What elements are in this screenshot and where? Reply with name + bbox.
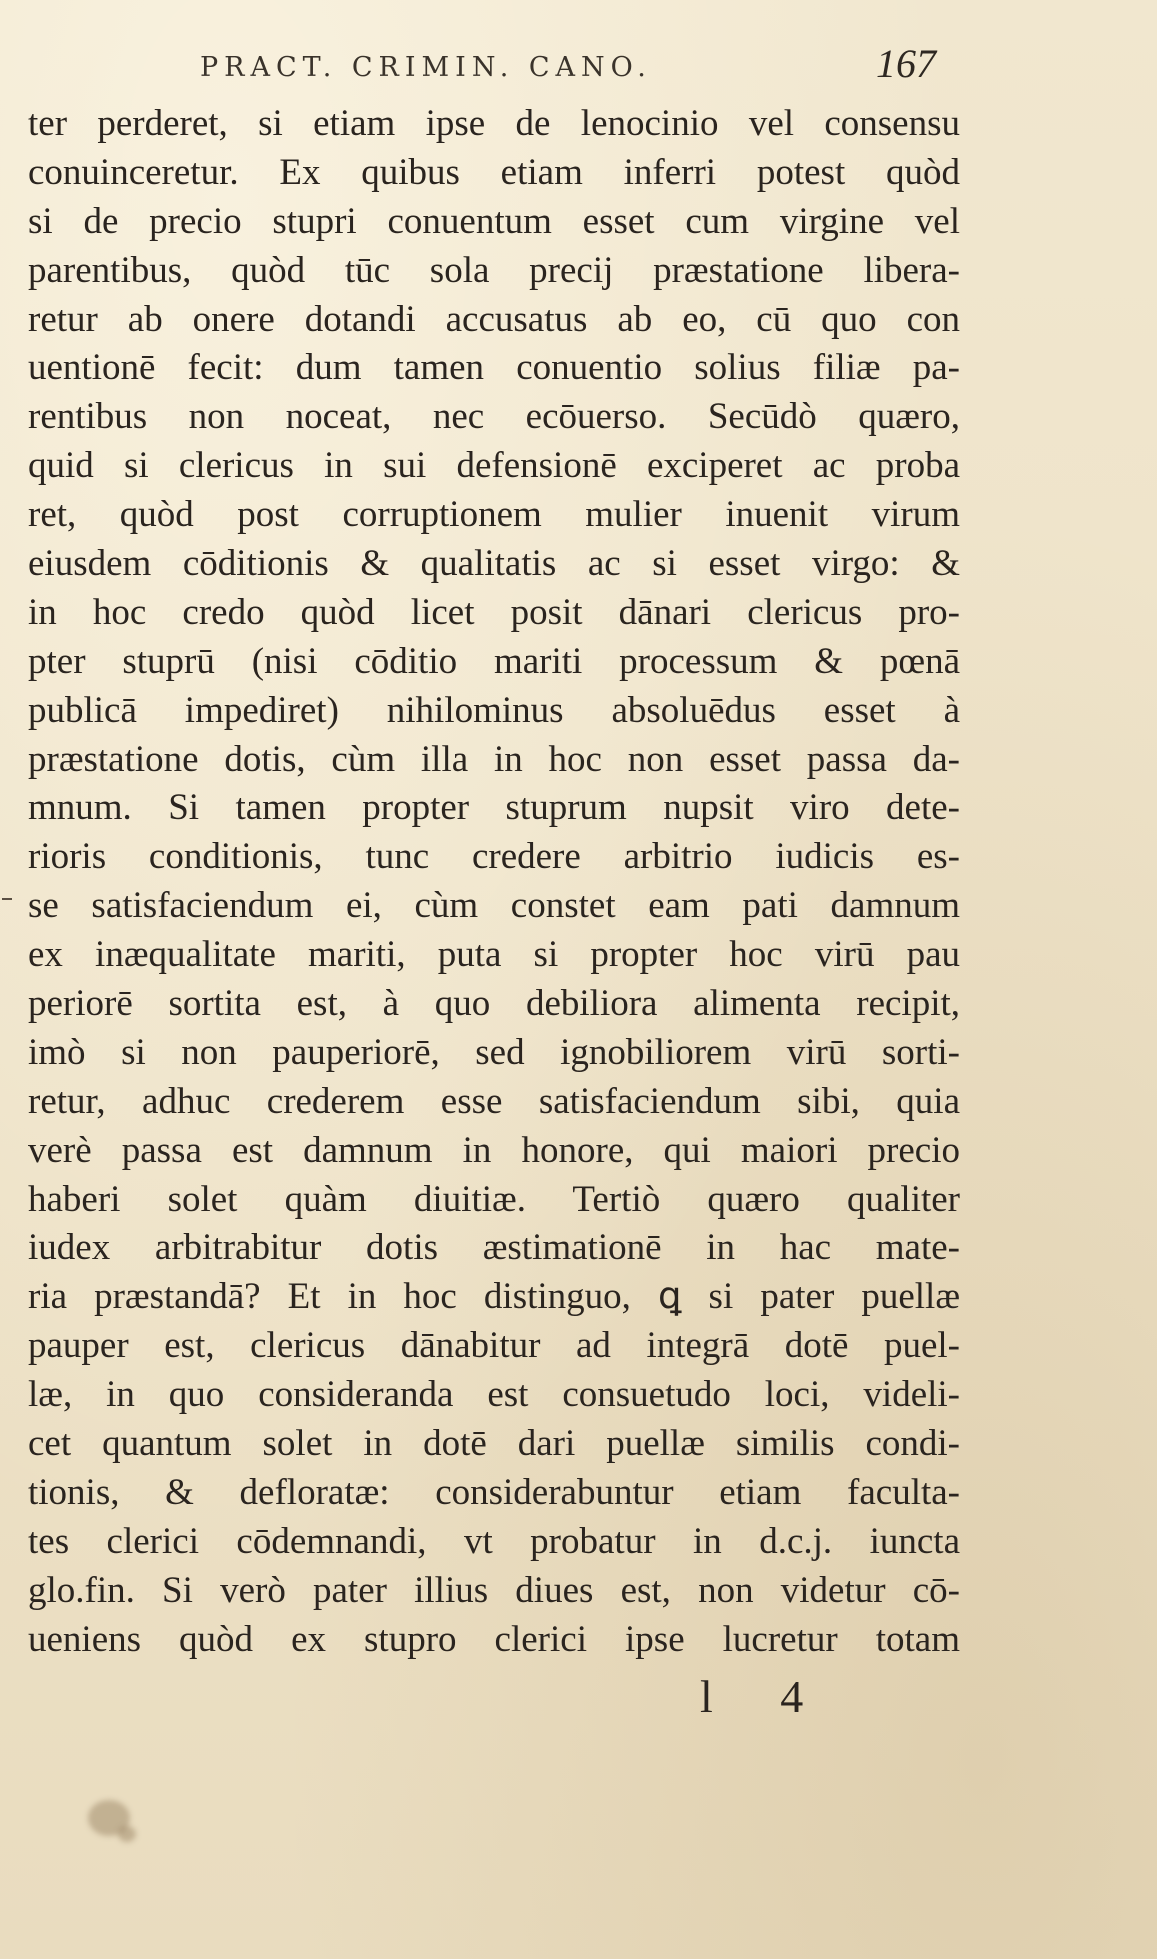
body-text — [28, 100, 960, 1665]
text-line: publicā impediret) nihilominus absoluēdus esset à — [28, 689, 960, 731]
text-line: in hoc credo quòd licet posit dānari clericus pro- — [28, 591, 960, 633]
text-line: ex inæqualitate mariti, puta si propter hoc virū pau — [28, 934, 960, 976]
text-line: iudex arbitrabitur dotis æstimationē in hac mate- — [28, 1227, 960, 1269]
text-line: haberi solet quàm diuitiæ. Tertiò quæro qualiter — [28, 1178, 960, 1220]
text-line: quid si clericus in sui defensionē exciperet ac proba — [28, 445, 960, 487]
text-line: retur ab onere dotandi accusatus ab eo, cū quo con — [28, 298, 960, 340]
text-line: pauper est, clericus dānabitur ad integrā dotē puel- — [28, 1325, 960, 1367]
text-line: eiusdem cōditionis & qualitatis ac si esset virgo: & — [28, 543, 960, 585]
text-line: imò si non pauperiorē, sed ignobiliorem virū sorti- — [28, 1031, 960, 1073]
margin-dash — [2, 898, 12, 900]
text-line: ter perderet, si etiam ipse de lenocinio vel consensu — [28, 103, 960, 144]
text-line: præstatione dotis, cùm illa in hoc non esset passa da- — [28, 738, 960, 780]
text-line: se satisfaciendum ei, cùm constet eam pati damnum — [28, 885, 960, 927]
text-line: glo.fin. Si verò pater illius diues est, non videtur cō- — [28, 1569, 960, 1611]
text-line: retur, adhuc crederem esse satisfaciendum sibi, quia — [28, 1080, 960, 1122]
text-line: si de precio stupri conuentum esset cum virgine vel — [28, 200, 960, 242]
text-line: ret, quòd post corruptionem mulier inuenit virum — [28, 494, 960, 536]
text-line: verè passa est damnum in honore, qui maiori precio — [28, 1129, 960, 1171]
signature-mark: l 4 — [700, 1671, 832, 1722]
text-line: rioris conditionis, tunc credere arbitrio iudicis es- — [28, 836, 960, 878]
page-number: 167 — [876, 41, 936, 86]
text-line: læ, in quo considerandа est consuetudo loci, videli- — [28, 1374, 960, 1416]
text-line: tes clerici cōdemnandi, vt probatur in d.c.j. iuncta — [28, 1520, 960, 1562]
text-line: uentionē fecit: dum tamen conuentio solius filiæ pa- — [28, 347, 960, 389]
ink-stain-small — [118, 1826, 136, 1842]
text-line: ria præstandā? Et in hoc distinguo, ꝗ si pater puellæ — [28, 1276, 960, 1318]
running-head: PRACT. CRIMIN. CANO. — [200, 52, 652, 83]
text-line: mnum. Si tamen propter stuprum nupsit viro dete- — [28, 787, 960, 829]
text-line: parentibus, quòd tūc sola precij præstatione libera- — [28, 249, 960, 291]
text-line: conuinceretur. Ex quibus etiam inferri potest quòd — [28, 151, 960, 193]
text-line: periorē sortita est, à quo debiliora alimenta recipit, — [28, 983, 960, 1025]
text-line: ueniens quòd ex stupro clerici ipse lucretur totam — [28, 1618, 960, 1660]
text-line: rentibus non noceat, nec ecōuerso. Secūdò quæro, — [28, 396, 960, 438]
text-line: cet quantum solet in dotē dari puellæ similis condi- — [28, 1423, 960, 1465]
text-line: tionis, & defloratæ: considerabuntur etiam faculta- — [28, 1471, 960, 1513]
text-line: pter stuprū (nisi cōditio mariti processum & pœnā — [28, 640, 960, 682]
